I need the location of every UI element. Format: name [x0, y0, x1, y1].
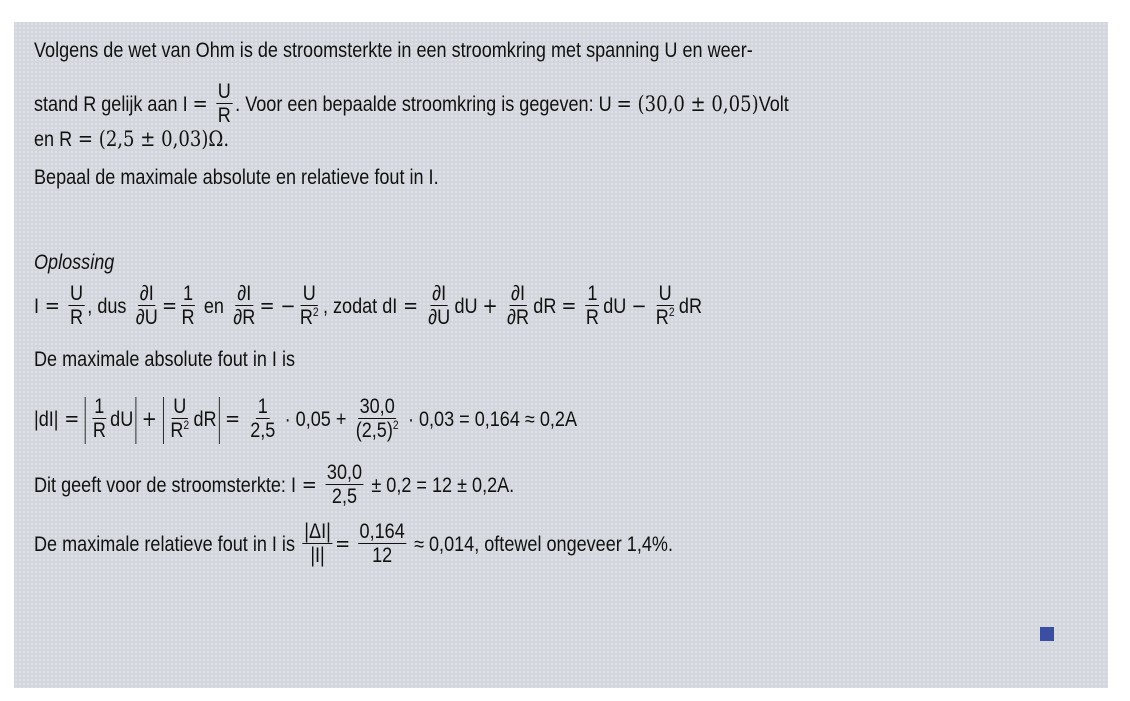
- dus-text: , dus: [87, 295, 127, 319]
- worked-example-panel: [14, 22, 1108, 688]
- relative-error-line: De maximale relatieve fout in I is $\frac{|\Delta I|}{|I|}$ = $\frac{0,164}{12}$ ≈ 0,014, oftewel ongeveer 1,4%.: [34, 520, 673, 568]
- r-value: (2,5 ± 0,03)Ω.: [98, 127, 230, 151]
- abs-value-1: · 0,05 +: [284, 408, 347, 432]
- u-value: (30,0 ± 0,05): [637, 92, 759, 117]
- problem-text-3: en R: [34, 128, 73, 151]
- end-of-example-marker: [1040, 627, 1054, 641]
- abs-intro-line: De maximale absolute fout in I is: [34, 348, 295, 371]
- relative-result: ≈ 0,014, oftewel ongeveer 1,4%.: [414, 533, 673, 557]
- problem-text-2a: stand R gelijk aan I: [34, 93, 188, 117]
- ohm-fraction: $\frac{U}{R}$: [217, 80, 231, 128]
- en-text: en: [203, 295, 224, 319]
- abs-value-2: · 0,03 = 0,164 ≈ 0,2A: [407, 408, 577, 432]
- current-result: ± 0,2 = 12 ± 0,2A.: [371, 474, 515, 498]
- problem-line-1: [34, 38, 753, 64]
- problem-line-2: stand R gelijk aan I = $\frac{U}{R}$ . Voor een bepaalde stroomkring is gegeven: U = (30,0 ± 0,05)Volt: [34, 80, 789, 128]
- solution-derivative-line: I = $\frac{U}{R}$ , dus $\frac{\partial I}{\partial U}$ = $\frac{1}{R}$ en $\frac{\partial I}{\partial R}$ = − $\frac{U}{R^2}$ , zodat dI = $\frac{\partial I}{\partial U}$ dU + $\frac{\partial I}{\partial R}$ dR = $\frac{1}{R}$ dU − $\frac{U}{R^2}$ dR: [34, 282, 703, 330]
- zodat-text: , zodat dI: [322, 295, 398, 319]
- question-text: Bepaal de maximale absolute en relatieve fout in I.: [34, 166, 439, 189]
- problem-line-3: en R = (2,5 ± 0,03)Ω.: [34, 127, 230, 151]
- problem-text-2b: . Voor een bepaalde stroomkring is gegeven: U: [235, 93, 612, 117]
- problem-text-1: Volgens de wet van Ohm is de stroomsterkte in een stroomkring met spanning U en weer-: [34, 39, 753, 62]
- current-line: Dit geeft voor de stroomsterkte: I = $\frac{30,0}{2,5}$ ± 0,2 = 12 ± 0,2A.: [34, 461, 515, 509]
- u-unit: Volt: [758, 93, 789, 117]
- solution-heading: Oplossing: [34, 251, 115, 274]
- question-line: [34, 165, 439, 191]
- abs-error-line: |dI| = $\frac{1}{R}$ dU + $\frac{U}{R^2}$ dR = $\frac{1}{2,5}$ · 0,05 + $\frac{30,0}{(2,5)^2}$ · 0,03 = 0,164 ≈ 0,2A: [34, 397, 577, 444]
